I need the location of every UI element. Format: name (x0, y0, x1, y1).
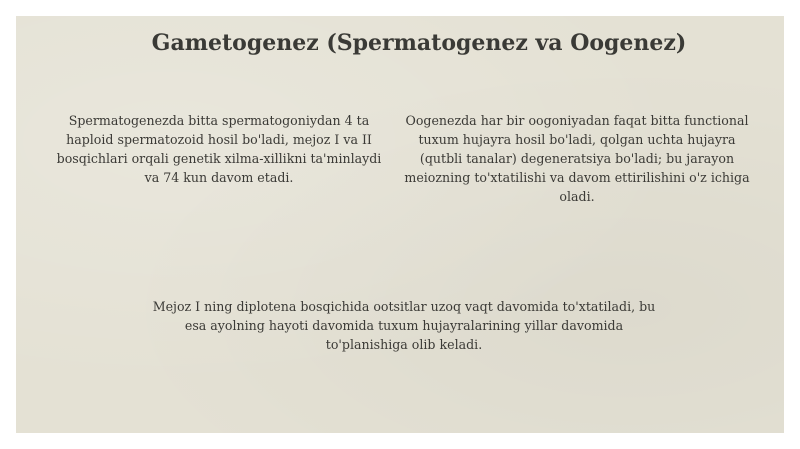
presentation-slide (16, 16, 784, 433)
slide-title: Gametogenez (Spermatogenez va Oogenez) (151, 30, 687, 56)
meiosis-diplotene-paragraph: Mejoz I ning diplotena bosqichida ootsitlar uzoq vaqt davomida to'xtatiladi, bu esa ayolning hayoti davomida tuxum hujayralarining yillar davomida to'planishiga olib keladi. (152, 299, 656, 352)
oogenesis-paragraph: Oogenezda har bir oogoniyadan faqat bitta functional tuxum hujayra hosil bo'ladi, qolgan uchta hujayra (qutbli tanalar) degeneratsiya bo'ladi; bu jarayon meiozning to'xtatilishi va davom ettirilishini o'z ichiga oladi. (404, 113, 750, 204)
spermatogenesis-paragraph: Spermatogenezda bitta spermatogoniydan 4 ta haploid spermatozoid hosil bo'ladi, mejoz I va II bosqichlari orqali genetik xilma-xillikni ta'minlaydi va 74 kun davom etadi. (56, 113, 382, 185)
